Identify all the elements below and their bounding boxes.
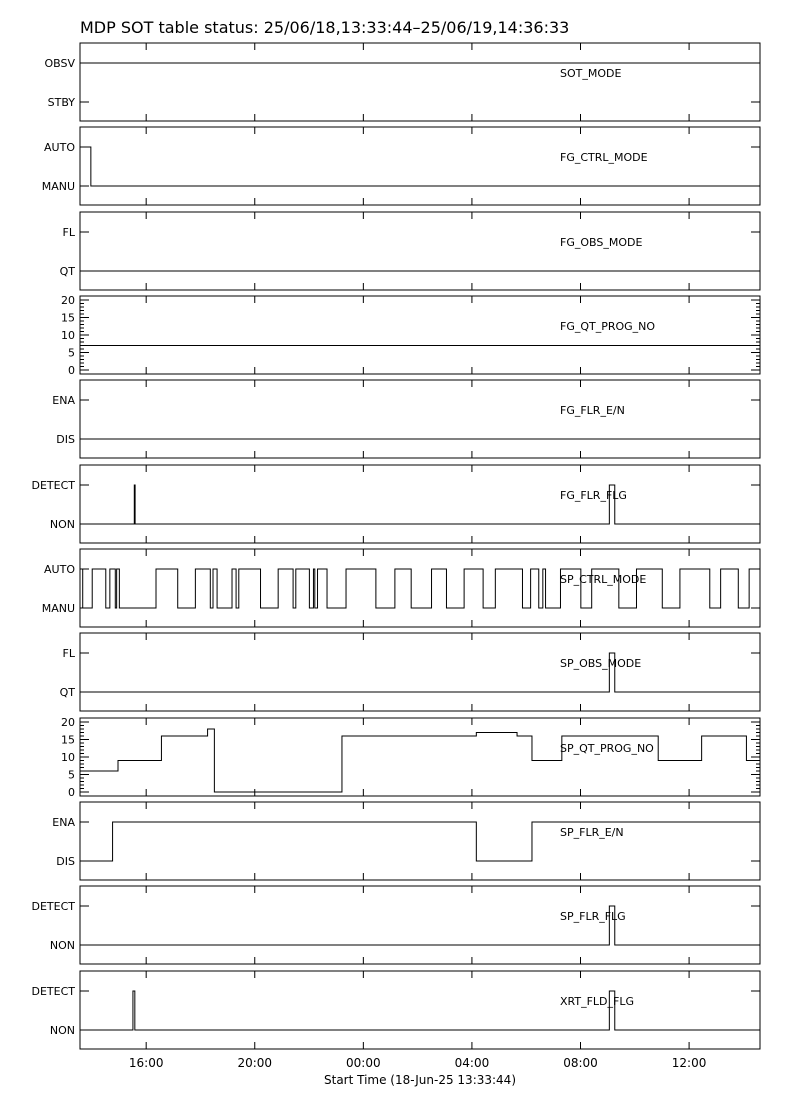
panel-sot-mode: [44, 43, 760, 121]
y-tick-label: 20: [61, 716, 75, 729]
panel-frame: [80, 43, 760, 121]
y-tick-label: QT: [59, 686, 75, 699]
panel-frame: [80, 549, 760, 627]
panel-sp-flr-e-n: [52, 802, 760, 880]
panel-sp-obs-mode: [60, 633, 760, 711]
y-tick-label: ENA: [52, 394, 75, 407]
panel-frame: [80, 212, 760, 290]
panel-title: SOT_MODE: [560, 67, 622, 80]
panel-fg-qt-prog-no: [61, 294, 760, 377]
y-tick-label: 10: [61, 751, 75, 764]
y-tick-label: DETECT: [31, 479, 75, 492]
chart-title: MDP SOT table status: 25/06/18,13:33:44–25/06/19,14:36:33: [80, 18, 570, 37]
panel-title: XRT_FLD_FLG: [560, 995, 635, 1008]
panel-fg-flr-flg: [32, 465, 761, 543]
y-tick-label: 5: [68, 346, 75, 360]
y-tick-label: 0: [68, 786, 75, 799]
status-trace: [80, 991, 760, 1030]
status-trace: [80, 485, 760, 524]
y-tick-label: MANU: [41, 180, 75, 193]
y-tick-label: DETECT: [31, 900, 75, 913]
y-tick-label: 15: [61, 311, 75, 325]
panel-xrt-fld-flg: [32, 971, 761, 1049]
panel-frame: [80, 465, 760, 543]
panel-fg-ctrl-mode: [42, 127, 760, 205]
y-tick-label: ENA: [52, 816, 75, 829]
panel-title: FG_CTRL_MODE: [560, 151, 648, 164]
y-tick-label: FL: [62, 226, 75, 239]
panels-group: [32, 43, 761, 1049]
panel-title: FG_FLR_FLG: [560, 489, 627, 502]
panel-fg-obs-mode: [60, 212, 760, 290]
y-tick-label: AUTO: [44, 141, 75, 154]
x-tick-label: 04:00: [454, 1056, 490, 1070]
panel-title: FG_QT_PROG_NO: [560, 320, 656, 333]
panel-title: FG_OBS_MODE: [560, 236, 643, 249]
x-tick-label: 00:00: [346, 1056, 381, 1070]
y-tick-label: QT: [59, 265, 75, 278]
x-tick-label: 20:00: [237, 1056, 273, 1070]
y-tick-label: NON: [49, 1024, 75, 1037]
y-tick-label: STBY: [47, 96, 75, 109]
y-tick-label: 10: [61, 329, 75, 342]
panel-frame: [80, 127, 760, 205]
status-trace: [80, 906, 760, 945]
y-tick-label: MANU: [41, 602, 75, 615]
panel-sp-ctrl-mode: [42, 549, 760, 627]
y-tick-label: DIS: [56, 855, 75, 868]
y-tick-label: FL: [62, 647, 75, 660]
y-tick-label: 5: [68, 768, 75, 782]
status-trace: [80, 653, 760, 692]
x-tick-label: 12:00: [671, 1056, 707, 1070]
panel-title: FG_FLR_E/N: [560, 404, 625, 417]
x-tick-label: 16:00: [128, 1056, 164, 1070]
panel-frame: [80, 633, 760, 711]
y-tick-label: NON: [49, 518, 75, 531]
x-axis: [129, 1056, 707, 1070]
panel-title: SP_CTRL_MODE: [560, 573, 647, 586]
y-tick-label: 15: [61, 733, 75, 747]
y-tick-label: DETECT: [31, 985, 75, 998]
y-tick-label: 0: [68, 364, 75, 377]
y-tick-label: NON: [49, 939, 75, 952]
panel-title: SP_FLR_E/N: [560, 826, 624, 839]
status-trace: [80, 729, 760, 792]
status-trace: [80, 147, 760, 186]
panel-title: SP_FLR_FLG: [560, 910, 626, 923]
x-axis-label: Start Time (18-Jun-25 13:33:44): [324, 1073, 516, 1087]
y-tick-label: 20: [61, 294, 75, 307]
status-trace: [80, 569, 760, 608]
x-tick-label: 08:00: [563, 1056, 598, 1070]
panel-title: SP_QT_PROG_NO: [560, 742, 654, 755]
panel-sp-qt-prog-no: [61, 716, 760, 799]
panel-frame: [80, 886, 760, 964]
panel-frame: [80, 802, 760, 880]
y-tick-label: AUTO: [44, 563, 75, 576]
y-tick-label: DIS: [56, 433, 75, 446]
panel-sp-flr-flg: [32, 886, 761, 964]
panel-title: SP_OBS_MODE: [560, 657, 642, 670]
panel-frame: [80, 971, 760, 1049]
panel-frame: [80, 380, 760, 458]
y-tick-label: OBSV: [44, 57, 75, 70]
status-trace: [80, 822, 760, 861]
panel-fg-flr-e-n: [52, 380, 760, 458]
panel-frame: [80, 296, 760, 374]
